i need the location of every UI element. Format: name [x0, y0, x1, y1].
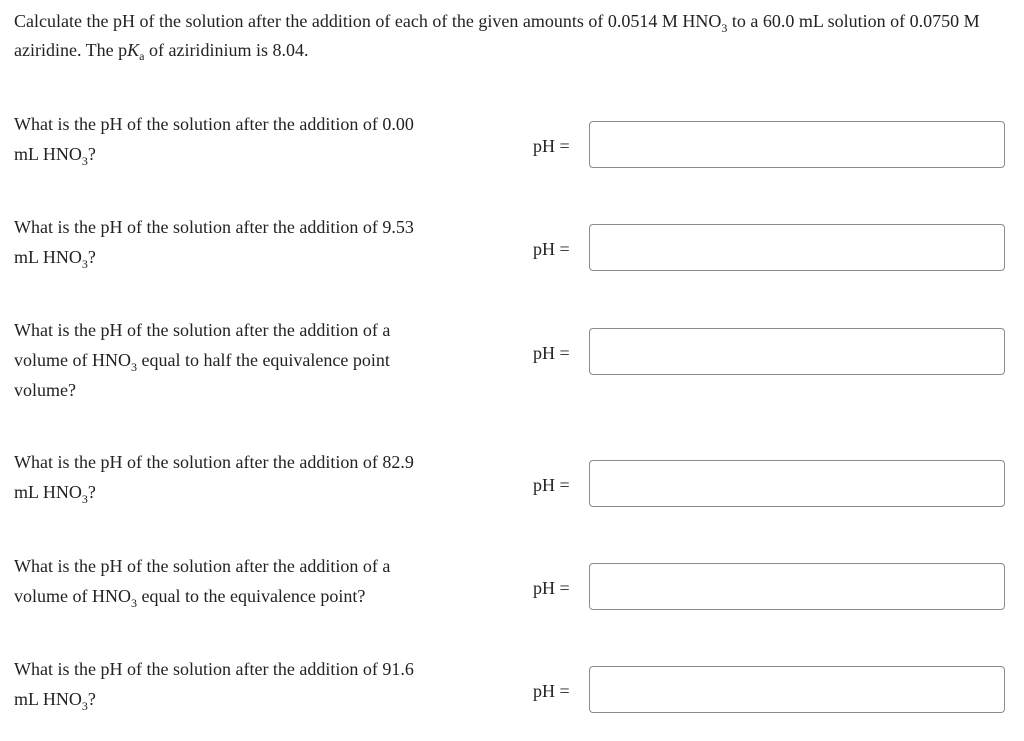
question-5-subscript: 3 [130, 596, 137, 610]
question-6-text [14, 654, 434, 714]
question-6-subscript: 3 [81, 699, 88, 713]
question-4-post: ? [87, 482, 96, 502]
question-5-text [14, 551, 444, 611]
question-4-subscript: 3 [81, 492, 88, 506]
question-6-pre: What is the pH of the solution after the addition of 91.6 mL HNO [14, 659, 414, 709]
question-3-post: equal to half the equivalence point volume? [14, 350, 390, 400]
question-3-subscript: 3 [130, 360, 137, 374]
ka-subscript: a [139, 49, 145, 63]
question-2-subscript: 3 [81, 257, 88, 271]
question-1-pre: What is the pH of the solution after the addition of 0.00 mL HNO [14, 114, 414, 164]
problem-subscript-3: 3 [721, 21, 728, 35]
problem-text-part2: to a 60.0 mL solution of 0.0750 M aziridine. The p [14, 11, 980, 60]
question-6-ph-label: pH = [533, 681, 570, 701]
question-3-text [14, 315, 444, 405]
question-4-text [14, 447, 434, 507]
question-3-ph-input[interactable] [589, 328, 1005, 375]
question-2-ph-label: pH = [533, 239, 570, 259]
problem-text-part1: Calculate the pH of the solution after the addition of each of the given amounts of 0.0514 M HNO [14, 11, 722, 31]
question-5-ph-input[interactable] [589, 563, 1005, 610]
question-5-pre: What is the pH of the solution after the addition of a volume of HNO [14, 556, 391, 606]
question-4-ph-input[interactable] [589, 460, 1005, 507]
question-2-post: ? [87, 247, 96, 267]
question-5-ph-label: pH = [533, 578, 570, 598]
question-1-text [14, 109, 434, 169]
question-6-post: ? [87, 689, 96, 709]
question-1-ph-label: pH = [533, 136, 570, 156]
problem-statement [14, 7, 1014, 65]
question-2-pre: What is the pH of the solution after the addition of 9.53 mL HNO [14, 217, 414, 267]
question-3-ph-label: pH = [533, 343, 570, 363]
question-1-subscript: 3 [81, 154, 88, 168]
question-2-ph-input[interactable] [589, 224, 1005, 271]
question-2-text [14, 212, 434, 272]
question-4-pre: What is the pH of the solution after the addition of 82.9 mL HNO [14, 452, 414, 502]
question-6-ph-input[interactable] [589, 666, 1005, 713]
question-1-post: ? [87, 144, 96, 164]
ka-k-symbol: K [127, 40, 140, 60]
question-5-post: equal to the equivalence point? [136, 586, 366, 606]
question-4-ph-label: pH = [533, 475, 570, 495]
problem-text-part3: of aziridinium is 8.04. [144, 40, 309, 60]
question-3-pre: What is the pH of the solution after the addition of a volume of HNO [14, 320, 391, 370]
question-1-ph-input[interactable] [589, 121, 1005, 168]
